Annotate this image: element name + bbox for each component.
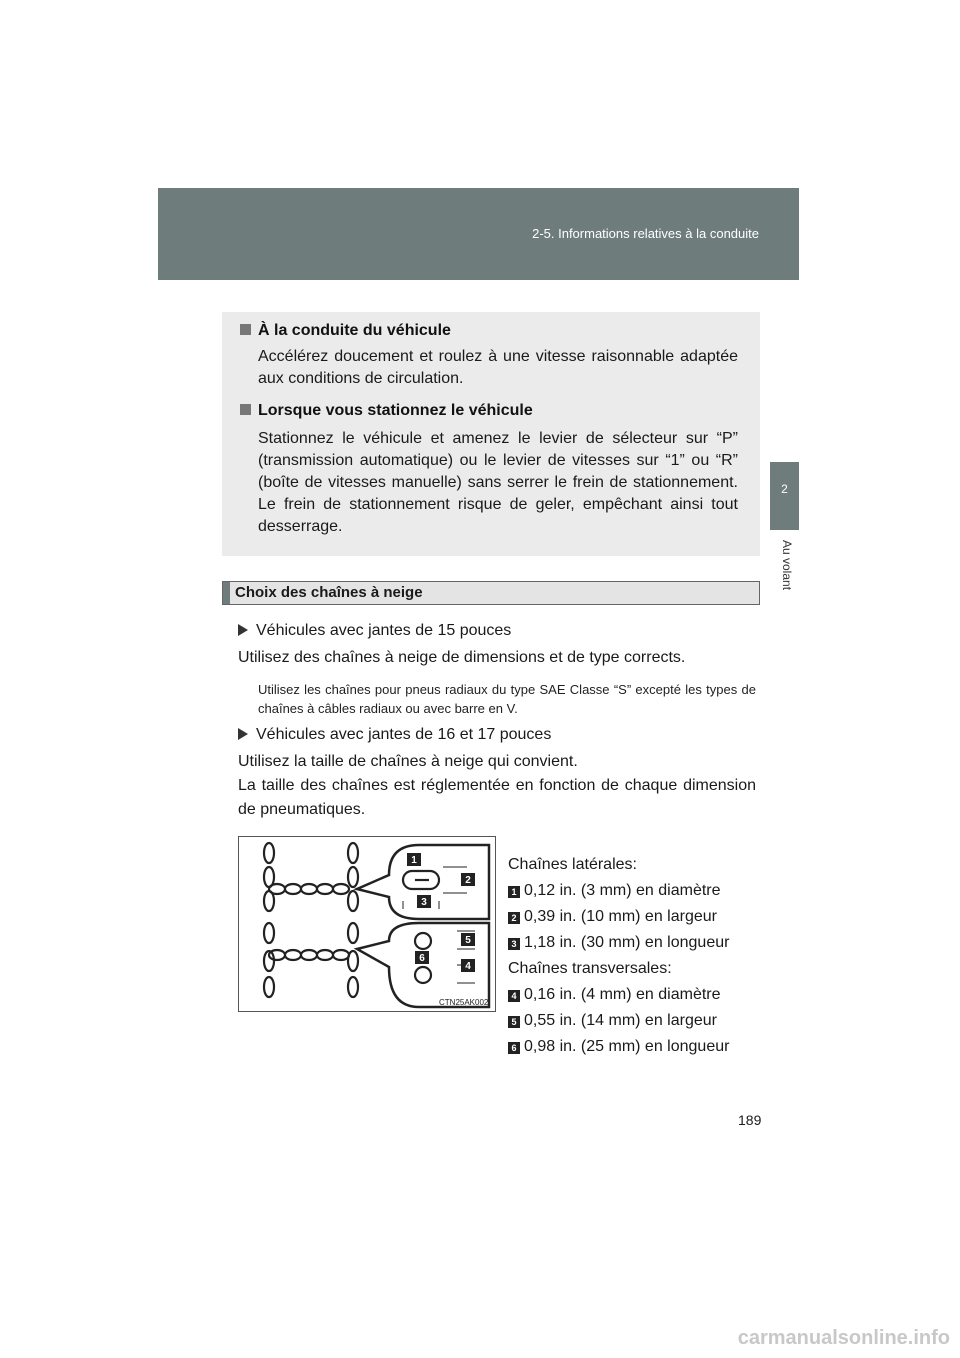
watermark-link[interactable]: carmanualsonline.info (737, 1327, 950, 1349)
spec-text: 0,12 in. (3 mm) en diamètre (524, 882, 721, 899)
snow-chain-diagram (238, 836, 496, 1012)
callout-label: 2 (465, 875, 471, 886)
info-paragraph: Accélérez doucement et roulez à une vitesse raisonnable adaptée aux conditions de circulation. (258, 348, 738, 387)
body-paragraph: Utilisez des chaînes à neige de dimensions et de type corrects. (238, 649, 686, 666)
number-marker: 2 (508, 912, 520, 924)
spec-text: 1,18 in. (30 mm) en longueur (524, 934, 730, 951)
spec-text: 0,98 in. (25 mm) en longueur (524, 1038, 730, 1055)
spec-group-title: Chaînes transversales: (508, 960, 672, 977)
number-marker: 1 (508, 886, 520, 898)
section-title: Choix des chaînes à neige (235, 584, 423, 601)
spec-group-title: Chaînes latérales: (508, 856, 637, 873)
callout-label: 6 (419, 953, 425, 964)
header-band (158, 188, 799, 280)
spec-item (508, 934, 729, 952)
number-marker: 4 (508, 990, 520, 1002)
spec-text: 0,55 in. (14 mm) en largeur (524, 1012, 717, 1029)
body-paragraph: La taille des chaînes est réglementée en fonction de chaque dimension de pneumatiques. (238, 777, 756, 818)
body-paragraph: Utilisez la taille de chaînes à neige qui convient. (238, 753, 578, 770)
section-breadcrumb: 2-5. Informations relatives à la conduite (532, 226, 759, 241)
page-number: 189 (738, 1112, 762, 1128)
number-marker: 5 (508, 1016, 520, 1028)
callout-label: 4 (465, 961, 471, 972)
chapter-number: 2 (781, 482, 788, 496)
square-bullet-icon (240, 324, 251, 335)
chapter-label: Au volant (780, 540, 794, 591)
chapter-tab[interactable] (770, 462, 799, 530)
note-paragraph: Utilisez les chaînes pour pneus radiaux du type SAE Classe “S” excepté les types de chaînes à câbles radiaux ou avec barre en V. (258, 682, 756, 716)
info-box (222, 312, 760, 556)
subheading-text: Véhicules avec jantes de 15 pouces (256, 622, 512, 639)
triangle-bullet-icon (238, 624, 248, 636)
square-bullet-icon (240, 404, 251, 415)
section-accent (223, 582, 230, 604)
spec-text: 0,16 in. (4 mm) en diamètre (524, 986, 721, 1003)
callout-label: 3 (421, 897, 427, 908)
spec-item (508, 908, 717, 926)
spec-item (508, 1038, 729, 1056)
info-heading (240, 322, 451, 340)
subheading-text: Véhicules avec jantes de 16 et 17 pouces (256, 726, 552, 743)
spec-item (508, 1012, 717, 1030)
callout-label: 5 (465, 935, 471, 946)
info-heading-text: Lorsque vous stationnez le véhicule (258, 402, 533, 419)
chain-illustration (239, 837, 495, 1011)
info-heading-text: À la conduite du véhicule (258, 322, 451, 339)
subheading (238, 622, 511, 640)
figure-code: CTN25AK002 (439, 998, 489, 1007)
section-title-bar (222, 581, 760, 605)
info-paragraph: Stationnez le véhicule et amenez le levier de sélecteur sur “P” (transmission automatique) ou le levier de vitesses sur “1” ou “R” (boîte de vitesses manuelle) sans serrer le frein de stationnement. Le frein de stationnement risque de geler, empêchant ainsi tout desserrage. (258, 430, 738, 535)
callout-label: 1 (411, 855, 417, 866)
spec-item (508, 882, 721, 900)
spec-item (508, 986, 721, 1004)
number-marker: 6 (508, 1042, 520, 1054)
subheading (238, 726, 551, 744)
triangle-bullet-icon (238, 728, 248, 740)
info-heading (240, 402, 533, 420)
number-marker: 3 (508, 938, 520, 950)
spec-text: 0,39 in. (10 mm) en largeur (524, 908, 717, 925)
